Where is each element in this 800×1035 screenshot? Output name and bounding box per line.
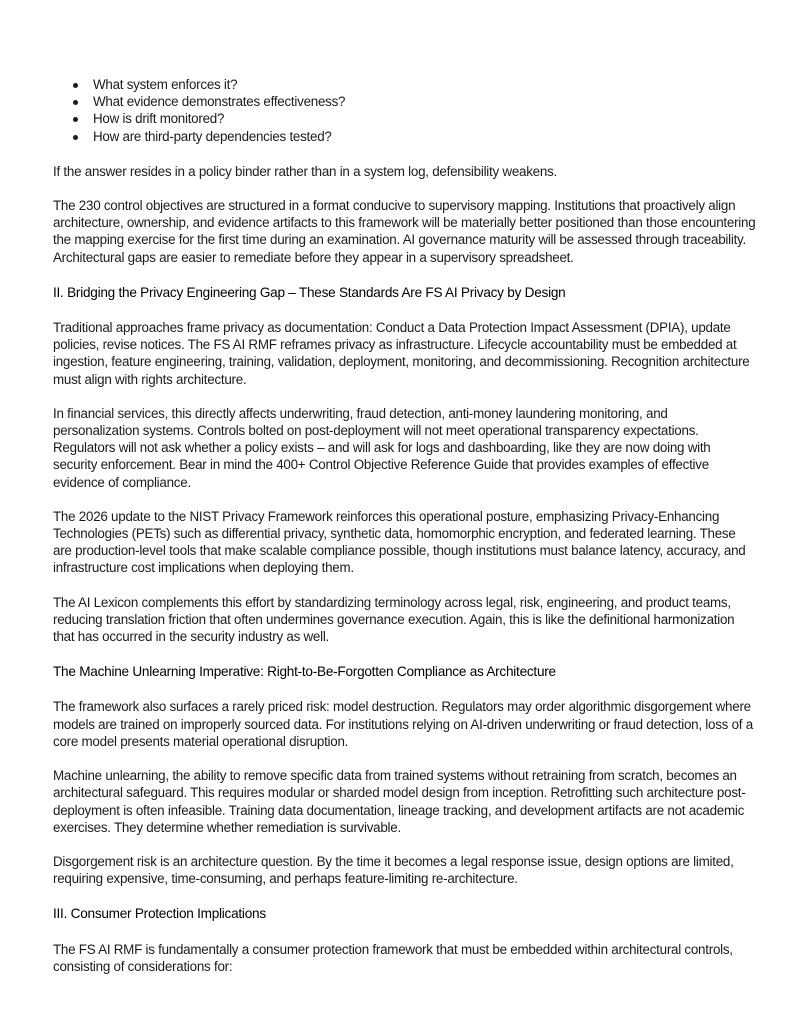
paragraph-disgorgement-risk: Disgorgement risk is an architecture question. By the time it becomes a legal response issue, design options are limited, requiring expensive, time-consuming, and perhaps feature-limiting re-architecture. [53, 853, 734, 887]
paragraph-defensibility: If the answer resides in a policy binder rather than in a system log, defensibility weakens. [53, 163, 557, 179]
list-item-text: What evidence demonstrates effectiveness? [93, 94, 346, 110]
bullet-icon [73, 83, 78, 88]
bullet-icon [73, 117, 78, 122]
section-heading-privacy-engineering: II. Bridging the Privacy Engineering Gap – These Standards Are FS AI Privacy by Design [53, 284, 566, 300]
list-item-text: What system enforces it? [93, 77, 238, 92]
paragraph-ai-lexicon: The AI Lexicon complements this effort by standardizing terminology across legal, risk, engineering, and product teams, reducing translation friction that often undermines governance execution. Again, this is like the definitional harmonization that has occurred in the security industry as well. [53, 594, 735, 645]
paragraph-consumer-protection: The FS AI RMF is fundamentally a consumer protection framework that must be embedded within architectural controls, consisting of considerations for: [53, 941, 733, 974]
question-list [53, 76, 757, 145]
bullet-icon [73, 135, 78, 140]
paragraph-nist-privacy-framework: The 2026 update to the NIST Privacy Framework reinforces this operational posture, emphasizing Privacy-Enhancing Technologies (PETs) such as differential privacy, synthetic data, homomorphic encryption, and federated learning. These are production-level tools that make scalable compliance possible, though institutions must balance latency, accuracy, and infrastructure cost implications when deploying them. [53, 508, 746, 576]
paragraph-machine-unlearning: Machine unlearning, the ability to remove specific data from trained systems without retraining from scratch, becomes an architectural safeguard. This requires modular or sharded model design from inception. Retrofitting such architecture post-deployment is often infeasible. Training data documentation, lineage tracking, and development artifacts are not academic exercises. They determine whether remediation is survivable. [53, 768, 746, 835]
list-item-text: How are third-party dependencies tested? [93, 128, 332, 144]
list-item [53, 128, 757, 145]
list-item [53, 110, 757, 127]
list-item [53, 93, 757, 110]
list-item-text: How is drift monitored? [93, 111, 225, 127]
paragraph-financial-services: In financial services, this directly affects underwriting, fraud detection, anti-money laundering monitoring, and personalization systems. Controls bolted on post-deployment will not meet operational transparency expectations. Regulators will not ask whether a policy exists – and will ask for logs and dashboarding, like they are now doing with security enforcement. Bear in mind the 400+ Control Objective Reference Guide that provides examples of effective evidence of compliance. [53, 405, 711, 490]
paragraph-privacy-infrastructure: Traditional approaches frame privacy as documentation: Conduct a Data Protection Impact Assessment (DPIA), update policies, revise notices. The FS AI RMF reframes privacy as infrastructure. Lifecycle accountability must be embedded at ingestion, feature engineering, training, validation, deployment, monitoring, and decommissioning. Recognition architecture must align with rights architecture. [53, 320, 750, 387]
bullet-icon [73, 100, 78, 105]
section-heading-machine-unlearning: The Machine Unlearning Imperative: Right-to-Be-Forgotten Compliance as Architecture [53, 664, 556, 680]
section-heading-consumer-protection: III. Consumer Protection Implications [53, 906, 266, 922]
list-item [53, 76, 757, 93]
paragraph-model-destruction: The framework also surfaces a rarely priced risk: model destruction. Regulators may order algorithmic disgorgement where models are trained on improperly sourced data. For institutions relying on AI-driven underwriting or fraud detection, loss of a core model presents material operational disruption. [53, 699, 753, 749]
paragraph-control-objectives: The 230 control objectives are structured in a format conducive to supervisory mapping. Institutions that proactively align architecture, ownership, and evidence artifacts to this framework will be materially better positioned than those encountering the mapping exercise for the first time during an examination. AI governance maturity will be assessed through traceability. Architectural gaps are easier to remediate before they appear in a supervisory spreadsheet. [53, 198, 756, 265]
document-body [53, 76, 757, 975]
